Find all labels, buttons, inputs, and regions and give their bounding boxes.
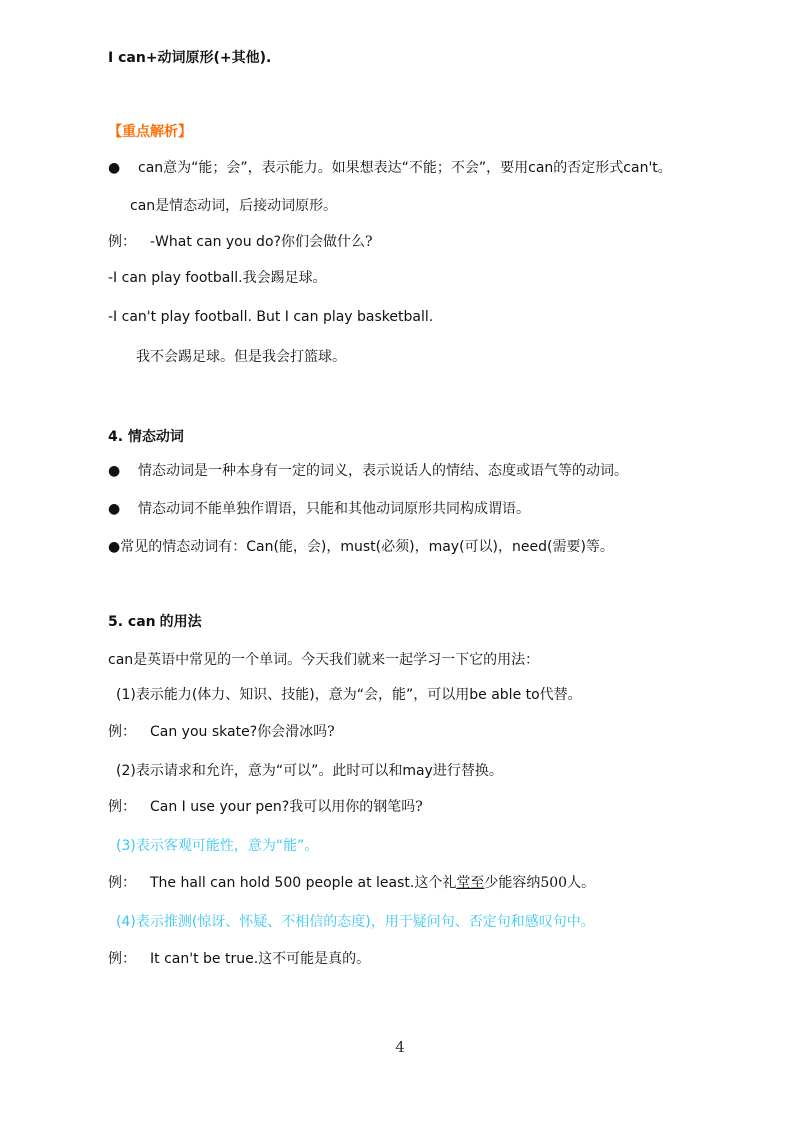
- usage-2-example: 例： Can I use your pen?我可以用你的钢笔吗?: [108, 799, 423, 815]
- usage-2: (2)表示请求和允许，意为“可以”。此时可以和may进行替换。: [116, 763, 503, 779]
- page-number: 4: [395, 1038, 405, 1056]
- usage-4: (4)表示推测(惊讶、怀疑、不相信的态度)，用于疑问句、否定句和感叹句中。: [116, 914, 595, 930]
- bullet-icon: ●: [108, 501, 121, 517]
- bullet-can-meaning-cont: can是情态动词，后接动词原形。: [130, 198, 338, 214]
- usage-4-example: 例： It can't be true.这不可能是真的。: [108, 951, 371, 967]
- usage-3: (3)表示客观可能性，意为“能”。: [116, 838, 319, 854]
- structure-line: I can+动词原形(+其他).: [108, 50, 272, 66]
- section-5-title: 5. can 的用法: [108, 614, 202, 630]
- example-3: -I can't play football. But I can play basketball.: [108, 309, 434, 325]
- section-5-intro: can是英语中常见的一个单词。今天我们就来一起学习一下它的用法：: [108, 652, 540, 668]
- usage-3-example: 例： The hall can hold 500 people at least.这个礼堂至少能容纳500人。: [108, 875, 596, 891]
- example-3-translation: 我不会踢足球。但是我会打篮球。: [136, 349, 346, 365]
- section-4-bullet-2: ● 情态动词不能单独作谓语，只能和其他动词原形共同构成谓语。: [108, 501, 530, 517]
- bullet-icon: ●: [108, 539, 121, 555]
- usage-1: (1)表示能力(体力、知识、技能)，意为“会，能”，可以用be able to代替。: [116, 687, 582, 703]
- key-analysis-heading: 【重点解析】: [108, 124, 192, 140]
- example-1: 例： -What can you do?你们会做什么?: [108, 234, 373, 250]
- usage-1-example: 例： Can you skate?你会滑冰吗?: [108, 724, 335, 740]
- section-4-bullet-1: ● 情态动词是一种本身有一定的词义，表示说话人的情结、态度或语气等的动词。: [108, 463, 628, 479]
- section-4-bullet-3: ●常见的情态动词有：Can(能，会)，must(必须)，may(可以)，need(需要)等。: [108, 539, 614, 555]
- bullet-can-meaning: ● can意为“能；会”，表示能力。如果想表达“不能；不会”，要用can的否定形式can't。: [108, 160, 672, 176]
- section-4-title: 4. 情态动词: [108, 429, 184, 445]
- bullet-icon: ●: [108, 160, 121, 176]
- example-2: -I can play football.我会踢足球。: [108, 270, 327, 286]
- bullet-icon: ●: [108, 463, 121, 479]
